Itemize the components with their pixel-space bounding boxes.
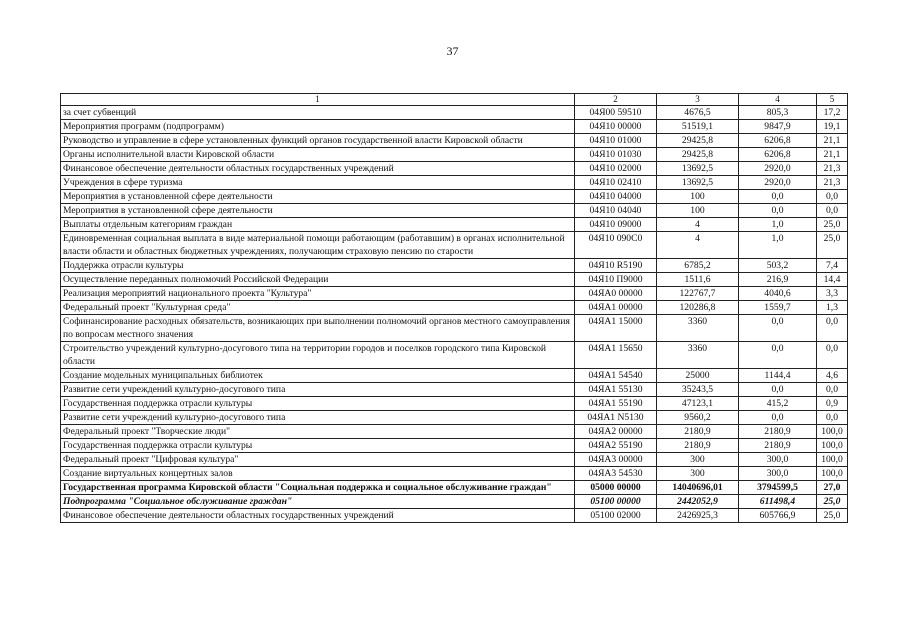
- row-percent-cell: 4,6: [817, 369, 848, 383]
- table-row: [61, 397, 848, 411]
- row-plan-cell: 47123,1: [657, 397, 739, 411]
- row-name-cell: Мероприятия в установленной сфере деятельности: [61, 204, 575, 218]
- row-percent-cell: 25,0: [817, 495, 848, 509]
- row-percent-cell: 21,1: [817, 148, 848, 162]
- row-name-cell: Финансовое обеспечение деятельности областных государственных учреждений: [61, 162, 575, 176]
- row-actual-cell: 0,0: [739, 190, 817, 204]
- row-percent-cell: 3,3: [817, 287, 848, 301]
- row-percent-cell: 27,0: [817, 481, 848, 495]
- table-row: [61, 287, 848, 301]
- row-name-cell: за счет субвенций: [61, 106, 575, 120]
- row-name-cell: Федеральный проект "Культурная среда": [61, 301, 575, 315]
- row-percent-cell: 0,0: [817, 342, 848, 369]
- row-name-cell: Государственная поддержка отрасли культуры: [61, 397, 575, 411]
- table-row: [61, 190, 848, 204]
- column-number: 4: [739, 94, 817, 106]
- row-percent-cell: 21,1: [817, 134, 848, 148]
- row-name-cell: Развитие сети учреждений культурно-досугового типа: [61, 383, 575, 397]
- row-plan-cell: 300: [657, 467, 739, 481]
- row-percent-cell: 25,0: [817, 218, 848, 232]
- row-code-cell: 04Я10 02000: [575, 162, 657, 176]
- row-code-cell: 05000 00000: [575, 481, 657, 495]
- row-plan-cell: 120286,8: [657, 301, 739, 315]
- row-code-cell: 04Я10 01030: [575, 148, 657, 162]
- table-row: [61, 273, 848, 287]
- column-number: 3: [657, 94, 739, 106]
- row-code-cell: 04Я10 П9000: [575, 273, 657, 287]
- table-row: [61, 259, 848, 273]
- row-percent-cell: 0,0: [817, 204, 848, 218]
- row-percent-cell: 17,2: [817, 106, 848, 120]
- column-number: 1: [61, 94, 575, 106]
- row-percent-cell: 100,0: [817, 425, 848, 439]
- row-plan-cell: 122767,7: [657, 287, 739, 301]
- row-actual-cell: 4040,6: [739, 287, 817, 301]
- row-plan-cell: 2180,9: [657, 439, 739, 453]
- row-plan-cell: 4: [657, 232, 739, 259]
- row-percent-cell: 100,0: [817, 467, 848, 481]
- table-row: [61, 481, 848, 495]
- row-actual-cell: 300,0: [739, 467, 817, 481]
- row-name-cell: Мероприятия в установленной сфере деятельности: [61, 190, 575, 204]
- row-plan-cell: 1511,6: [657, 273, 739, 287]
- row-actual-cell: 6206,8: [739, 134, 817, 148]
- row-plan-cell: 300: [657, 453, 739, 467]
- row-code-cell: 04ЯА1 N5130: [575, 411, 657, 425]
- row-percent-cell: 25,0: [817, 509, 848, 523]
- row-name-cell: Создание виртуальных концертных залов: [61, 467, 575, 481]
- row-plan-cell: 4676,5: [657, 106, 739, 120]
- table-row: [61, 369, 848, 383]
- row-percent-cell: 19,1: [817, 120, 848, 134]
- table-row: [61, 148, 848, 162]
- row-plan-cell: 100: [657, 190, 739, 204]
- table-row: [61, 383, 848, 397]
- row-code-cell: 04Я10 04000: [575, 190, 657, 204]
- row-plan-cell: 100: [657, 204, 739, 218]
- row-actual-cell: 2180,9: [739, 425, 817, 439]
- table-row: [61, 425, 848, 439]
- row-plan-cell: 3360: [657, 315, 739, 342]
- row-actual-cell: 1559,7: [739, 301, 817, 315]
- row-name-cell: Органы исполнительной власти Кировской области: [61, 148, 575, 162]
- row-code-cell: 04Я10 01000: [575, 134, 657, 148]
- row-code-cell: 04ЯА1 54540: [575, 369, 657, 383]
- table-row: [61, 134, 848, 148]
- row-actual-cell: 300,0: [739, 453, 817, 467]
- row-code-cell: 04ЯА3 54530: [575, 467, 657, 481]
- table-row: [61, 106, 848, 120]
- row-actual-cell: 0,0: [739, 315, 817, 342]
- row-code-cell: 04Я10 090С0: [575, 232, 657, 259]
- row-name-cell: Учреждения в сфере туризма: [61, 176, 575, 190]
- row-code-cell: 04Я10 04040: [575, 204, 657, 218]
- table-row: [61, 495, 848, 509]
- row-plan-cell: 4: [657, 218, 739, 232]
- row-actual-cell: 0,0: [739, 411, 817, 425]
- row-actual-cell: 805,3: [739, 106, 817, 120]
- row-code-cell: 04ЯА1 00000: [575, 301, 657, 315]
- row-name-cell: Поддержка отрасли культуры: [61, 259, 575, 273]
- row-percent-cell: 21,3: [817, 162, 848, 176]
- row-name-cell: Мероприятия программ (подпрограмм): [61, 120, 575, 134]
- row-plan-cell: 2442052,9: [657, 495, 739, 509]
- row-actual-cell: 3794599,5: [739, 481, 817, 495]
- row-actual-cell: 415,2: [739, 397, 817, 411]
- row-name-cell: Федеральный проект "Цифровая культура": [61, 453, 575, 467]
- row-name-cell: Осуществление переданных полномочий Российской Федерации: [61, 273, 575, 287]
- row-code-cell: 04ЯА2 00000: [575, 425, 657, 439]
- table-row: [61, 176, 848, 190]
- row-code-cell: 04ЯА3 00000: [575, 453, 657, 467]
- table-row: [61, 315, 848, 342]
- row-actual-cell: 9847,9: [739, 120, 817, 134]
- row-code-cell: 04ЯА0 00000: [575, 287, 657, 301]
- row-name-cell: Создание модельных муниципальных библиотек: [61, 369, 575, 383]
- row-plan-cell: 2180,9: [657, 425, 739, 439]
- row-name-cell: Государственная поддержка отрасли культуры: [61, 439, 575, 453]
- row-actual-cell: 611498,4: [739, 495, 817, 509]
- row-name-cell: Финансовое обеспечение деятельности областных государственных учреждений: [61, 509, 575, 523]
- row-actual-cell: 1,0: [739, 232, 817, 259]
- row-code-cell: 04ЯА1 55130: [575, 383, 657, 397]
- table-row: [61, 204, 848, 218]
- row-plan-cell: 29425,8: [657, 148, 739, 162]
- row-actual-cell: 0,0: [739, 383, 817, 397]
- row-percent-cell: 21,3: [817, 176, 848, 190]
- row-percent-cell: 1,3: [817, 301, 848, 315]
- column-number: 2: [575, 94, 657, 106]
- table-row: [61, 509, 848, 523]
- row-code-cell: 04ЯА2 55190: [575, 439, 657, 453]
- row-code-cell: 04Я10 R5190: [575, 259, 657, 273]
- row-plan-cell: 2426925,3: [657, 509, 739, 523]
- row-code-cell: 04Я10 02410: [575, 176, 657, 190]
- budget-table: [60, 93, 848, 523]
- table-row: [61, 467, 848, 481]
- row-plan-cell: 29425,8: [657, 134, 739, 148]
- table-row: [61, 342, 848, 369]
- table-row: [61, 162, 848, 176]
- row-plan-cell: 6785,2: [657, 259, 739, 273]
- row-actual-cell: 503,2: [739, 259, 817, 273]
- row-code-cell: 04ЯА1 15000: [575, 315, 657, 342]
- row-name-cell: Выплаты отдельным категориям граждан: [61, 218, 575, 232]
- row-plan-cell: 9560,2: [657, 411, 739, 425]
- row-code-cell: 04Я00 59510: [575, 106, 657, 120]
- row-code-cell: 05100 02000: [575, 509, 657, 523]
- row-actual-cell: 0,0: [739, 342, 817, 369]
- row-name-cell: Подпрограмма "Социальное обслуживание граждан": [61, 495, 575, 509]
- row-actual-cell: 0,0: [739, 204, 817, 218]
- row-name-cell: Федеральный проект "Творческие люди": [61, 425, 575, 439]
- row-plan-cell: 51519,1: [657, 120, 739, 134]
- row-percent-cell: 0,0: [817, 411, 848, 425]
- row-name-cell: Единовременная социальная выплата в виде материальной помощи работающим (работавшим) в органах исполнительной власти области и областных бюджетных учреждениях, получающим страховую пенсию по старости: [61, 232, 575, 259]
- row-code-cell: 04ЯА1 15650: [575, 342, 657, 369]
- row-plan-cell: 25000: [657, 369, 739, 383]
- row-percent-cell: 0,0: [817, 383, 848, 397]
- row-percent-cell: 14,4: [817, 273, 848, 287]
- row-plan-cell: 14040696,01: [657, 481, 739, 495]
- row-percent-cell: 7,4: [817, 259, 848, 273]
- row-percent-cell: 0,0: [817, 190, 848, 204]
- row-actual-cell: 216,9: [739, 273, 817, 287]
- row-plan-cell: 3360: [657, 342, 739, 369]
- table-row: [61, 439, 848, 453]
- row-percent-cell: 0,9: [817, 397, 848, 411]
- table-row: [61, 232, 848, 259]
- row-actual-cell: 6206,8: [739, 148, 817, 162]
- row-code-cell: 04ЯА1 55190: [575, 397, 657, 411]
- table-row: [61, 218, 848, 232]
- row-name-cell: Реализация мероприятий национального проекта "Культура": [61, 287, 575, 301]
- row-name-cell: Руководство и управление в сфере установленных функций органов государственной власти Кировской области: [61, 134, 575, 148]
- row-actual-cell: 2920,0: [739, 176, 817, 190]
- row-plan-cell: 13692,5: [657, 176, 739, 190]
- row-name-cell: Строительство учреждений культурно-досугового типа на территории городов и поселков городского типа Кировской области: [61, 342, 575, 369]
- row-percent-cell: 100,0: [817, 439, 848, 453]
- table-row: [61, 411, 848, 425]
- row-actual-cell: 1,0: [739, 218, 817, 232]
- row-actual-cell: 605766,9: [739, 509, 817, 523]
- row-percent-cell: 0,0: [817, 315, 848, 342]
- row-actual-cell: 1144,4: [739, 369, 817, 383]
- row-code-cell: 04Я10 09000: [575, 218, 657, 232]
- row-actual-cell: 2180,9: [739, 439, 817, 453]
- row-percent-cell: 25,0: [817, 232, 848, 259]
- row-name-cell: Государственная программа Кировской области "Социальная поддержка и социальное обслуживание граждан": [61, 481, 575, 495]
- row-code-cell: 05100 00000: [575, 495, 657, 509]
- table-row: [61, 453, 848, 467]
- column-number: 5: [817, 94, 848, 106]
- table-row: [61, 120, 848, 134]
- row-actual-cell: 2920,0: [739, 162, 817, 176]
- row-plan-cell: 35243,5: [657, 383, 739, 397]
- row-plan-cell: 13692,5: [657, 162, 739, 176]
- row-percent-cell: 100,0: [817, 453, 848, 467]
- page-number: 37: [446, 44, 459, 58]
- row-code-cell: 04Я10 00000: [575, 120, 657, 134]
- row-name-cell: Развитие сети учреждений культурно-досугового типа: [61, 411, 575, 425]
- table-row: [61, 301, 848, 315]
- column-number-row: [61, 94, 848, 106]
- row-name-cell: Софинансирование расходных обязательств, возникающих при выполнении полномочий органов местного самоуправления по вопросам местного значения: [61, 315, 575, 342]
